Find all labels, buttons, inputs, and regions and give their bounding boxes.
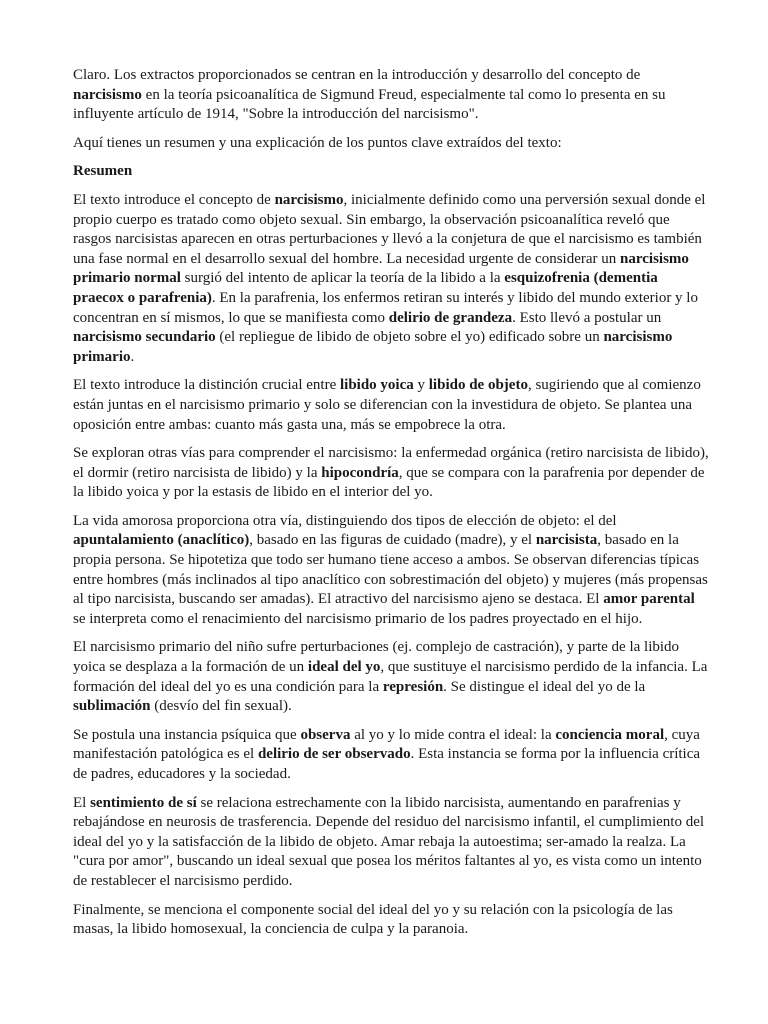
bold-term: narcisismo	[274, 191, 344, 208]
text-segment: y	[413, 377, 429, 394]
bold-term: narcisista	[535, 532, 598, 549]
bold-term: narcisismo primario normal	[73, 250, 689, 287]
text-segment: . Esta instancia se forma por la influencia crítica de padres, educadores y la sociedad.	[73, 746, 701, 782]
section-heading: Resumen	[73, 163, 133, 180]
text-segment: se relaciona estrechamente con la libido narcisista, aumentando en parafrenias y rebajándose en neurosis de trasferencia. Depende del residuo del narcisismo infantil, el cumplimiento del ideal del yo y la satisfacción de la libido de objeto. Amar rebaja la autoestima; ser-amado la realza. La "cura por amor", buscando un ideal sexual que posea los méritos faltantes al yo, es vista como un intento de restablecer el narcisismo perdido.	[73, 794, 705, 889]
text-segment: se interpreta como el renacimiento del narcisismo primario de los padres proyectado en el hijo.	[73, 610, 643, 627]
paragraph	[73, 726, 710, 785]
paragraph	[73, 66, 710, 125]
bold-term: conciencia moral	[555, 726, 665, 743]
text-segment: . Esto llevó a postular un	[512, 309, 662, 326]
bold-term: hipocondría	[321, 464, 399, 481]
bold-term: amor parental	[603, 591, 695, 608]
bold-term: apuntalamiento (anaclítico)	[73, 532, 250, 549]
text-segment: Claro. Los extractos proporcionados se centran en la introducción y desarrollo del concepto de	[73, 67, 641, 83]
text-segment: , sugiriendo que al comienzo están juntas en el narcisismo primario y solo se diferencian con la investidura de objeto. Se plantea una oposición entre ambas: cuanto más gasta una, más se empobrece la otra.	[73, 377, 701, 433]
bold-term: ideal del yo	[307, 659, 381, 676]
bold-term: narcisismo primario	[73, 329, 673, 365]
text-segment: en la teoría psicoanalítica de Sigmund Freud, especialmente tal como lo presenta en su influyente artículo de 1914, "Sobre la introducción del narcisismo".	[73, 86, 666, 123]
paragraph	[73, 512, 710, 630]
text-segment: . Se distingue el ideal del yo de la	[443, 678, 646, 695]
paragraph	[73, 376, 710, 435]
bold-term: represión	[382, 678, 444, 695]
text-segment: surgió del intento de aplicar la teoría de la libido a la	[180, 270, 505, 287]
text-segment: . En la parafrenia, los enfermos retiran su interés y libido del mundo exterior y lo concentran en sí mismos, lo que se manifiesta como	[73, 289, 698, 326]
document-body	[73, 66, 710, 940]
text-segment: El narcisismo primario del niño sufre perturbaciones (ej. complejo de castración), y parte de la libido yoica se desplaza a la formación de un	[73, 639, 680, 676]
text-segment: La vida amorosa proporciona otra vía, distinguiendo dos tipos de elección de objeto: el del	[73, 512, 617, 529]
paragraph	[73, 191, 710, 367]
text-segment: El texto introduce la distinción crucial entre	[73, 377, 340, 394]
text-segment: , cuya manifestación patológica es el	[73, 726, 700, 763]
bold-term: libido yoica	[340, 377, 414, 394]
text-segment: , basado en las figuras de cuidado (madre), y el	[249, 532, 536, 549]
bold-term: narcisismo secundario	[73, 329, 216, 346]
bold-term: sentimiento de sí	[90, 794, 197, 811]
text-segment: .	[130, 348, 135, 365]
paragraph	[73, 901, 710, 940]
text-segment: , basado en la propia persona. Se hipotetiza que todo ser humano tiene acceso a ambos. Se observan diferencias típicas entre hombres (más inclinados al tipo anaclítico con sobrestimación del objeto) y mujeres (más propensas al tipo narcisista, buscando ser amadas). El atractivo del narcisismo ajeno se destaca. El	[73, 532, 708, 608]
paragraph	[73, 444, 710, 503]
text-segment: Finalmente, se menciona el componente social del ideal del yo y su relación con la psicología de las masas, la libido homosexual, la conciencia de culpa y la paranoia.	[73, 901, 673, 938]
paragraph	[73, 638, 710, 716]
text-segment: Se exploran otras vías para comprender el narcisismo: la enfermedad orgánica (retiro narcisista de libido), el dormir (retiro narcisista de libido) y la	[73, 445, 709, 481]
bold-term: observa	[300, 726, 351, 743]
text-segment: El	[73, 794, 91, 811]
bold-term: delirio de grandeza	[388, 309, 513, 326]
text-segment: (desvío del fin sexual).	[150, 698, 292, 715]
paragraph	[73, 134, 710, 154]
text-segment: , inicialmente definido como una perversión sexual donde el propio cuerpo es tratado como objeto sexual. Sin embargo, la observación psicoanalítica reveló que rasgos narcisistas aparecen en otras perturbaciones y llevó a la conjetura de que el narcisismo es también una fase normal en el desarrollo sexual del hombre. La necesidad urgente de considerar un	[73, 191, 706, 267]
text-segment: Se postula una instancia psíquica que	[73, 726, 301, 743]
bold-term: esquizofrenia (dementia praecox o parafrenia)	[73, 270, 658, 306]
bold-term: narcisismo	[73, 86, 142, 103]
bold-term: libido de objeto	[428, 377, 528, 394]
bold-term: delirio de ser observado	[257, 746, 411, 763]
paragraph	[73, 794, 710, 892]
text-segment: , que se compara con la parafrenia por depender de la libido yoica y por la estasis de libido en el interior del yo.	[73, 464, 705, 501]
text-segment: (el repliegue de libido de objeto sobre el yo) edificado sobre un	[215, 329, 604, 346]
text-segment: , que sustituye el narcisismo perdido de la infancia. La formación del ideal del yo es una condición para la	[73, 659, 708, 695]
text-segment: al yo y lo mide contra el ideal: la	[350, 726, 556, 743]
text-segment: Aquí tienes un resumen y una explicación de los puntos clave extraídos del texto:	[73, 134, 562, 151]
bold-term: sublimación	[73, 698, 151, 715]
text-segment: El texto introduce el concepto de	[73, 191, 275, 208]
